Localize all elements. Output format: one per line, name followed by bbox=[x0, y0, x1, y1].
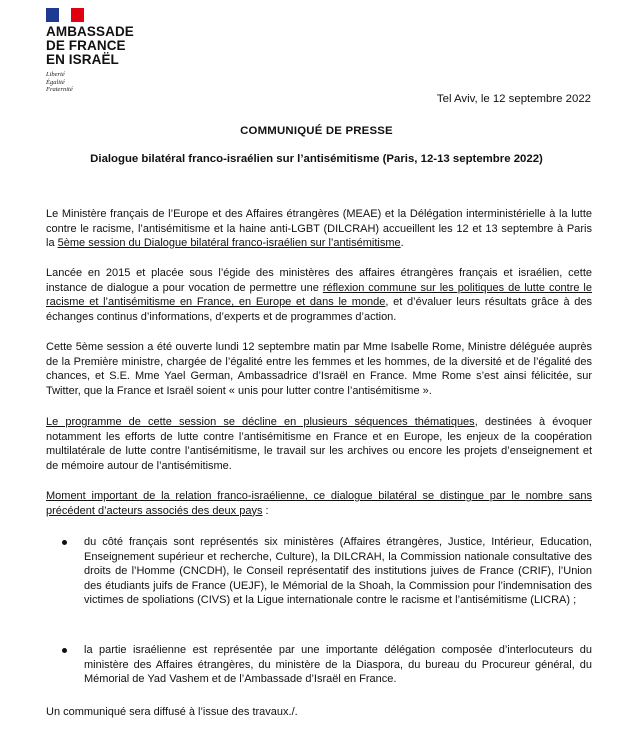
motto-line: Liberté bbox=[46, 71, 65, 78]
intro-text: Le Ministère français de l’Europe et des Affaires étrangères (MEAE) et la Délégation interministérielle à la lutte contre le racisme, l’antisémitisme et la haine anti-LGBT (DILCRAH) accueillent les 12 et 13 septembre à Paris la bbox=[46, 208, 592, 249]
motto-line: Fraternité bbox=[46, 86, 73, 93]
document-subtitle: Dialogue bilatéral franco-israélien sur l’antisémitisme (Paris, 12-13 septembre 2022) bbox=[90, 153, 543, 165]
programme-text: , destinées à évoquer notamment les efforts de lutte contre l’antisémitisme en France et en Europe, les enjeux de la coopération multilatérale de lutte contre l’antisémitisme, le travail sur les archives ou encore les projets d’enseignement et de mémoire autour de l’antisémitisme. bbox=[46, 416, 592, 472]
paragraph-intro bbox=[46, 207, 592, 251]
paragraph-history bbox=[46, 266, 592, 324]
bullet-icon bbox=[62, 540, 67, 545]
closing-line bbox=[46, 705, 592, 720]
history-end: , et d’évaluer leurs résultats grâce à des échanges continus d’informations, d’experts et de programmes d’action. bbox=[46, 296, 593, 323]
list-item-text: la partie israélienne est représentée par une importante délégation composée d’interlocuteurs du ministère des Affaires étrangères, du ministère de la Diaspora, du bureau du Procureur général, du Mémorial de Yad Vashem et de l’Ambassade d’Israël en France. bbox=[84, 644, 592, 685]
reflection-highlight: réflexion commune sur les politiques de lutte contre le racisme et l’antisémitisme en France, en Europe et dans le monde bbox=[46, 281, 592, 308]
list-item bbox=[68, 535, 592, 608]
list-item-text: du côté français sont représentés six ministères (Affaires étrangères, Justice, Intérieur, Education, Enseignement supérieur et recherche, Culture), la DILCRAH, la Commission nationale consultative des droits de l’Homme (CNCDH), le Conseil représentatif des institutions juives de France (CRIF), l’Union des étudiants juifs de France (UEJF), le Mémorial de la Shoah, la Commission pour l’indemnisation des victimes de spoliations (CIVS) et la Ligue internationale contre le racisme et l’antisémitisme (LICRA) ; bbox=[84, 536, 592, 606]
french-flag-icon bbox=[46, 8, 84, 22]
programme-highlight: Le programme de cette session se décline en plusieurs séquences thématiques bbox=[46, 416, 475, 428]
logo-line: DE FRANCE bbox=[46, 38, 126, 53]
actors-end: : bbox=[262, 504, 269, 517]
session-highlight: 5ème session du Dialogue bilatéral franco-israélien sur l’antisémitisme bbox=[57, 237, 401, 249]
list-item bbox=[68, 643, 592, 687]
closing-text: Un communiqué sera diffusé à l’issue des travaux./. bbox=[46, 706, 298, 718]
intro-end: . bbox=[400, 237, 404, 249]
history-text: Lancée en 2015 et placée sous l’égide des ministères des affaires étrangères français et israélien, cette instance de dialogue a pour vocation de permettre une bbox=[46, 267, 592, 294]
paragraph-opening bbox=[46, 340, 592, 398]
paragraph-actors bbox=[46, 489, 592, 518]
logo-line: AMBASSADE bbox=[46, 24, 134, 39]
actors-highlight: Moment important de la relation franco-israélienne, ce dialogue bilatéral se distingue par le nombre sans précédent d’acteurs associés des deux pays bbox=[46, 490, 592, 517]
date-line: Tel Aviv, le 12 septembre 2022 bbox=[436, 93, 591, 105]
embassy-name bbox=[46, 25, 134, 67]
paragraph-programme bbox=[46, 415, 592, 473]
logo-line: EN ISRAËL bbox=[46, 52, 119, 67]
motto-line: Égalité bbox=[46, 78, 65, 86]
embassy-logo bbox=[46, 8, 134, 94]
motto bbox=[46, 71, 134, 94]
bullet-icon bbox=[62, 648, 67, 653]
opening-text: Cette 5ème session a été ouverte lundi 12 septembre matin par Mme Isabelle Rome, Ministre déléguée auprès de la Première ministre, chargée de l’égalité entre les femmes et les hommes, de la diversité et de l’égalité des chances, et S.E. Mme Yael German, Ambassadrice d’Israël en France. Mme Rome s’est ainsi félicitée, sur Twitter, que la France et Israël soient « unis pour lutter contre l’antisémitisme ». bbox=[46, 341, 592, 397]
document-title: COMMUNIQUÉ DE PRESSE bbox=[240, 125, 393, 137]
